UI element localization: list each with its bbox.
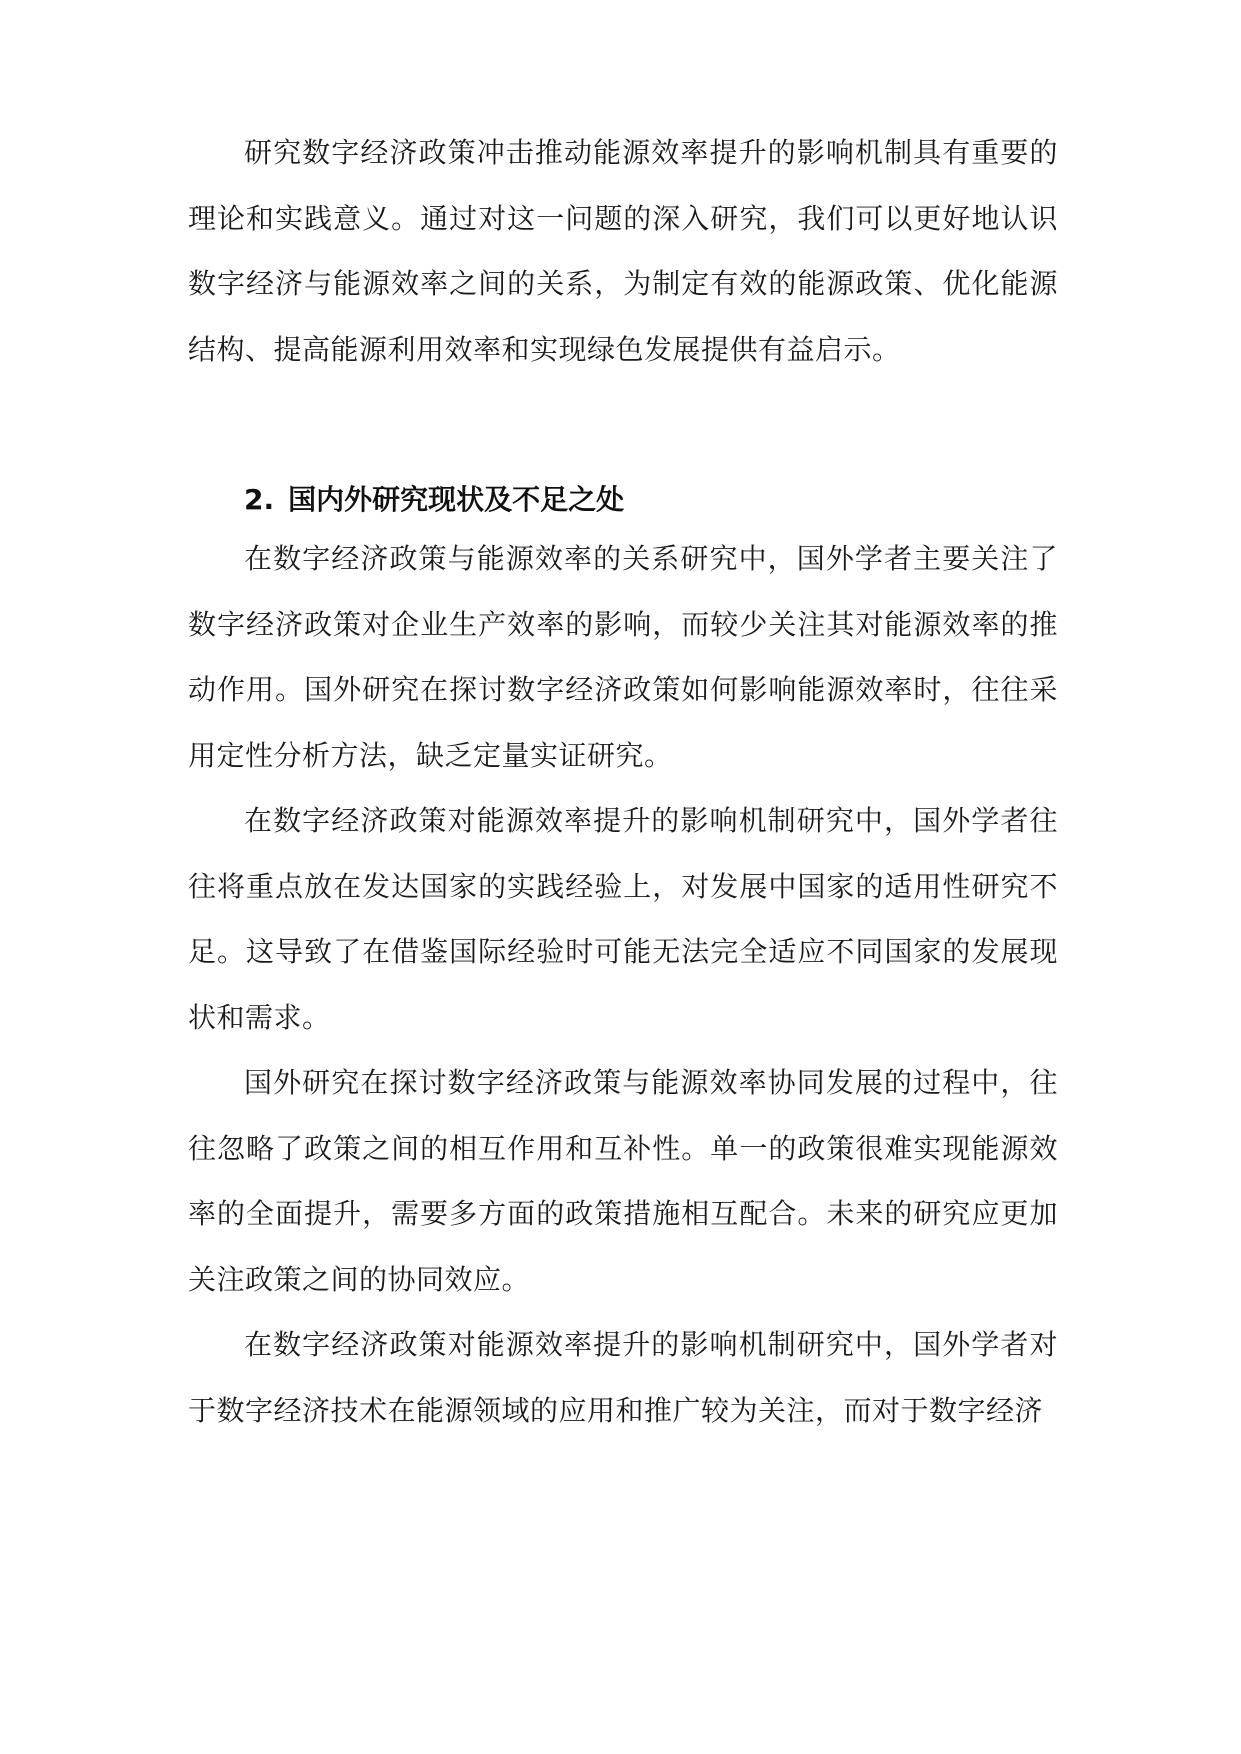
- section-title: 国内外研究现状及不足之处: [288, 483, 625, 516]
- body-paragraph: 在数字经济政策对能源效率提升的影响机制研究中，国外学者对于数字经济技术在能源领域的应用和推广较为关注，而对于数字经济: [188, 1328, 1058, 1427]
- intro-section: [188, 120, 1058, 382]
- section-body: [188, 526, 1058, 1443]
- intro-paragraph: 研究数字经济政策冲击推动能源效率提升的影响机制具有重要的理论和实践意义。通过对这一问题的深入研究，我们可以更好地认识数字经济与能源效率之间的关系，为制定有效的能源政策、优化能源结构、提高能源利用效率和实现绿色发展提供有益启示。: [188, 136, 1058, 366]
- body-paragraph: 国外研究在探讨数字经济政策与能源效率协同发展的过程中，往往忽略了政策之间的相互作用和互补性。单一的政策很难实现能源效率的全面提升，需要多方面的政策措施相互配合。未来的研究应更加关注政策之间的协同效应。: [188, 1066, 1058, 1296]
- body-paragraph: 在数字经济政策与能源效率的关系研究中，国外学者主要关注了数字经济政策对企业生产效率的影响，而较少关注其对能源效率的推动作用。国外研究在探讨数字经济政策如何影响能源效率时，往往采用定性分析方法，缺乏定量实证研究。: [188, 542, 1058, 772]
- body-paragraph: 在数字经济政策对能源效率提升的影响机制研究中，国外学者往往将重点放在发达国家的实践经验上，对发展中国家的适用性研究不足。这导致了在借鉴国际经验时可能无法完全适应不同国家的发展现状和需求。: [188, 804, 1058, 1034]
- section-number: 2.: [244, 483, 275, 516]
- section-heading: [244, 480, 624, 520]
